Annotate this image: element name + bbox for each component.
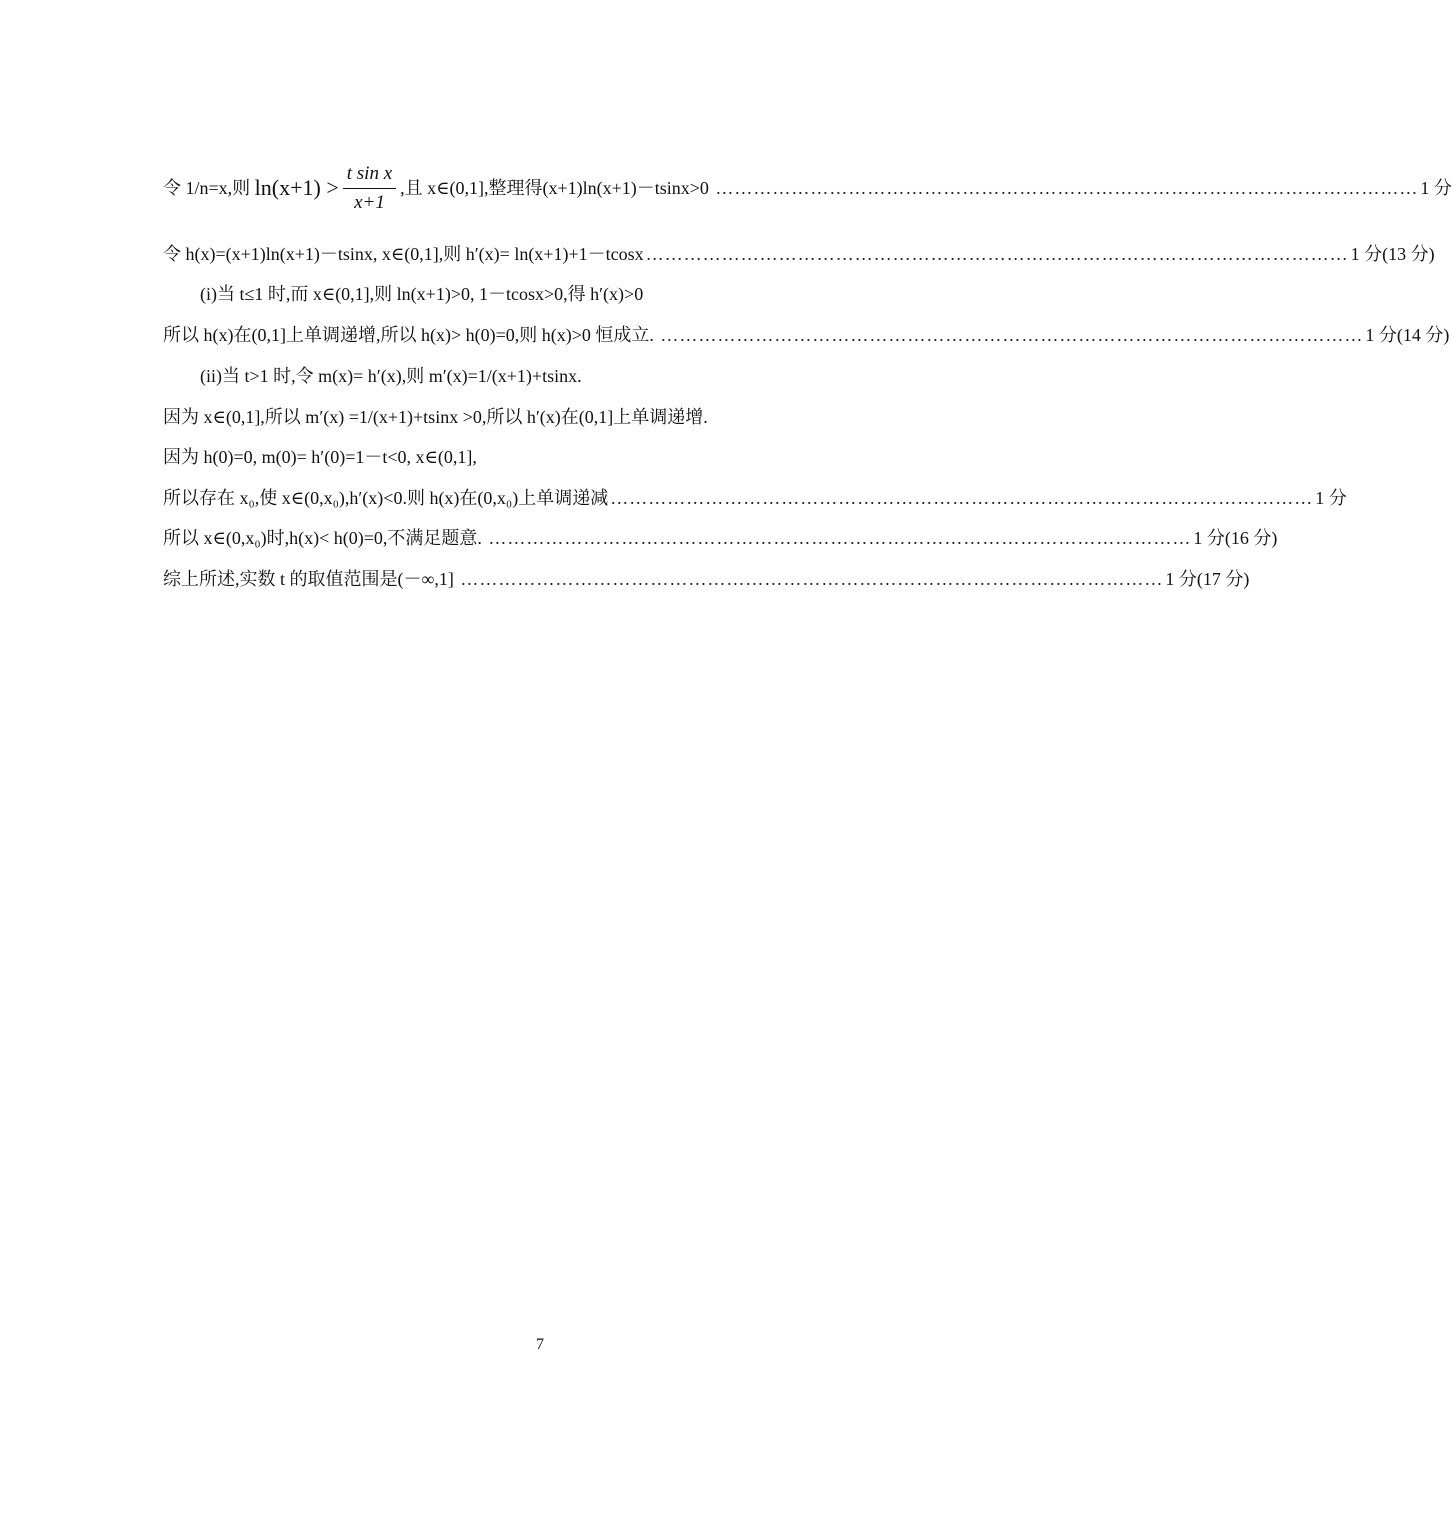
leader-dots: ………………………………………………………………………………………………… [460, 569, 1164, 589]
line-text: (i)当 t≤1 时,而 x∈(0,1],则 ln(x+1)>0, 1－tcosx>0,得 h′(x)>0 [200, 284, 644, 304]
line-exists-x0 [163, 486, 1347, 510]
line-define-h [163, 242, 1435, 266]
line-text-cont: ,且 x∈(0,1],整理得(x+1)ln(x+1)－tsinx>0 [400, 178, 714, 198]
score-label: 1 分 [1420, 178, 1452, 198]
line-text: (ii)当 t>1 时,令 m(x)= h′(x),则 m′(x)=1/(x+1)+tsinx. [200, 366, 582, 386]
line-case-i [200, 282, 920, 306]
line-conclusion [163, 567, 1250, 591]
line-derivative-positive [163, 405, 920, 429]
fraction-numerator: t sin x [343, 162, 396, 189]
line-text: 因为 x∈(0,1],所以 m′(x) =1/(x+1)+tsinx >0,所以 h′(x)在(0,1]上单调递增. [163, 407, 708, 427]
score-label: 1 分(16 分) [1193, 528, 1278, 548]
score-label: 1 分(13 分) [1350, 244, 1435, 264]
score-label: 1 分(14 分) [1365, 325, 1450, 345]
fraction-denominator: x+1 [354, 191, 385, 213]
score-label: 1 分 [1315, 488, 1347, 508]
line-increasing [163, 323, 1450, 347]
line-contradiction [163, 526, 1278, 550]
line-substitution [163, 160, 1452, 216]
line-text: 综上所述,实数 t 的取值范围是(－∞,1] [163, 569, 459, 589]
leader-dots: ………………………………………………………………………………………………… [645, 244, 1349, 264]
leader-dots: ………………………………………………………………………………………………… [610, 488, 1314, 508]
fraction [343, 162, 396, 215]
page-number: 7 [536, 1336, 544, 1353]
line-text: 所以 x∈(0,x₀)时,h(x)< h(0)=0,不满足题意. [163, 528, 487, 548]
line-text: 因为 h(0)=0, m(0)= h′(0)=1－t<0, x∈(0,1], [163, 447, 477, 467]
line-text: 所以 h(x)在(0,1]上单调递增,所以 h(x)> h(0)=0,则 h(x)>0 恒成立. [163, 325, 659, 345]
line-text: 所以存在 x₀,使 x∈(0,x₀),h′(x)<0.则 h(x)在(0,x₀)上单调递减 [163, 488, 609, 508]
ineq-lhs: ln(x+1) > [254, 175, 339, 200]
line-text: 令 1/n=x,则 [163, 178, 255, 198]
leader-dots: ………………………………………………………………………………………………… [715, 178, 1419, 198]
score-label: 1 分(17 分) [1165, 569, 1250, 589]
line-text: 令 h(x)=(x+1)ln(x+1)－tsinx, x∈(0,1],则 h′(x)= ln(x+1)+1－tcosx [163, 244, 644, 264]
leader-dots: ………………………………………………………………………………………………… [660, 325, 1364, 345]
line-case-ii [200, 364, 920, 388]
leader-dots: ………………………………………………………………………………………………… [488, 528, 1192, 548]
line-initial-values [163, 445, 920, 469]
